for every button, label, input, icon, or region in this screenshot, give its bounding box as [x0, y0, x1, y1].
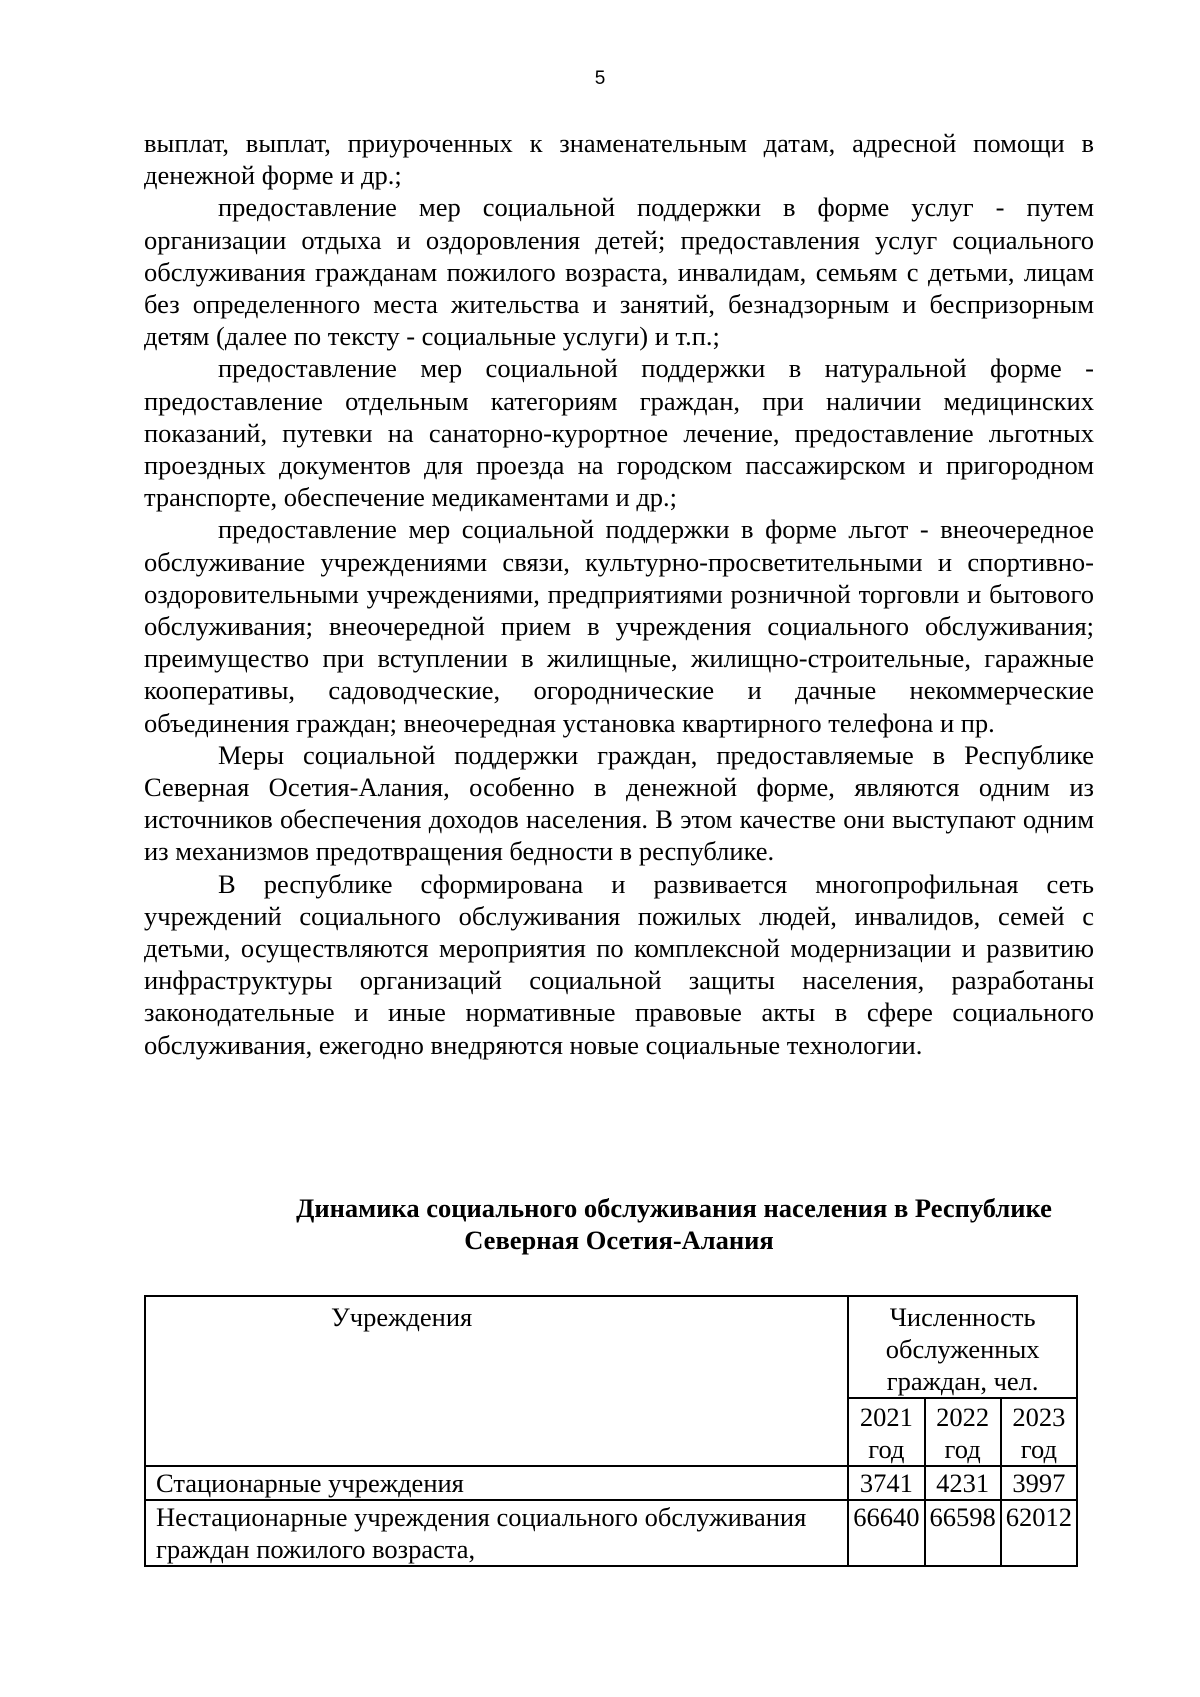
table-title	[144, 1192, 1094, 1256]
year-value: 2021	[859, 1402, 913, 1432]
table-header-row	[145, 1296, 1077, 1398]
table-row	[145, 1500, 1077, 1566]
cell-value: 62012	[1001, 1500, 1077, 1566]
service-dynamics-table	[144, 1295, 1078, 1567]
cell-value: 4231	[925, 1466, 1001, 1500]
paragraph-3: предоставление мер социальной поддержки в натуральной форме - предоставление отдельным категориям граждан, при наличии медицинских показаний, путевки на санаторно-курортное лечение, предоставление льготных проездных документов для проезда на городском пассажирском и пригородном транспорте, обеспечение медикаментами и др.;	[144, 353, 1094, 513]
row-name: Нестационарные учреждения социального обслуживания граждан пожилого возраста,	[145, 1500, 848, 1566]
paragraph-4: предоставление мер социальной поддержки в форме льгот - внеочередное обслуживание учреждениями связи, культурно-просветительными и спортивно-оздоровительными учреждениями, предприятиями розничной торговли и бытового обслуживания; внеочередной прием в учреждения социального обслуживания; преимущество при вступлении в жилищные, жилищно-строительные, гаражные кооперативы, садоводческие, огороднические и дачные некоммерческие объединения граждан; внеочередная установка квартирного телефона и пр.	[144, 514, 1094, 738]
header-year-2023	[1001, 1398, 1077, 1466]
header-served-citizens: Численность обслуженных граждан, чел.	[848, 1296, 1077, 1398]
table-title-line-2: Северная Осетия-Алания	[464, 1225, 774, 1255]
header-institutions: Учреждения	[145, 1296, 848, 1466]
paragraph-5: Меры социальной поддержки граждан, предоставляемые в Республике Северная Осетия-Алания, особенно в денежной форме, являются одним из источников обеспечения доходов населения. В этом качестве они выступают одним из механизмов предотвращения бедности в республике.	[144, 739, 1094, 867]
cell-value: 3997	[1001, 1466, 1077, 1500]
cell-value: 66640	[848, 1500, 924, 1566]
paragraph-2: предоставление мер социальной поддержки в форме услуг - путем организации отдыха и оздоровления детей; предоставления услуг социального обслуживания гражданам пожилого возраста, инвалидам, семьям с детьми, лицам без определенного места жительства и занятий, безнадзорным и беспризорным детям (далее по тексту - социальные услуги) и т.п.;	[144, 192, 1094, 352]
cell-value: 3741	[848, 1466, 924, 1500]
cell-value: 66598	[925, 1500, 1001, 1566]
row-name: Стационарные учреждения	[145, 1466, 848, 1500]
table-title-line-1: Динамика социального обслуживания населения в Республике	[296, 1193, 1052, 1223]
year-unit: год	[944, 1434, 981, 1464]
paragraph-6: В республике сформирована и развивается многопрофильная сеть учреждений социального обслуживания пожилых людей, инвалидов, семей с детьми, осуществляются мероприятия по комплексной модернизации и развитию инфраструктуры организаций социальной защиты населения, разработаны законодательные и иные нормативные правовые акты в сфере социального обслуживания, ежегодно внедряются новые социальные технологии.	[144, 868, 1094, 1060]
year-value: 2023	[1012, 1402, 1066, 1432]
paragraph-1: выплат, выплат, приуроченных к знаменательным датам, адресной помощи в денежной форме и др.;	[144, 128, 1094, 191]
header-year-2022	[925, 1398, 1001, 1466]
page-number: 5	[594, 68, 606, 89]
year-unit: год	[1020, 1434, 1057, 1464]
table-row	[145, 1466, 1077, 1500]
header-year-2021	[848, 1398, 924, 1466]
year-unit: год	[868, 1434, 905, 1464]
year-value: 2022	[936, 1402, 990, 1432]
body-text	[144, 127, 1094, 1061]
